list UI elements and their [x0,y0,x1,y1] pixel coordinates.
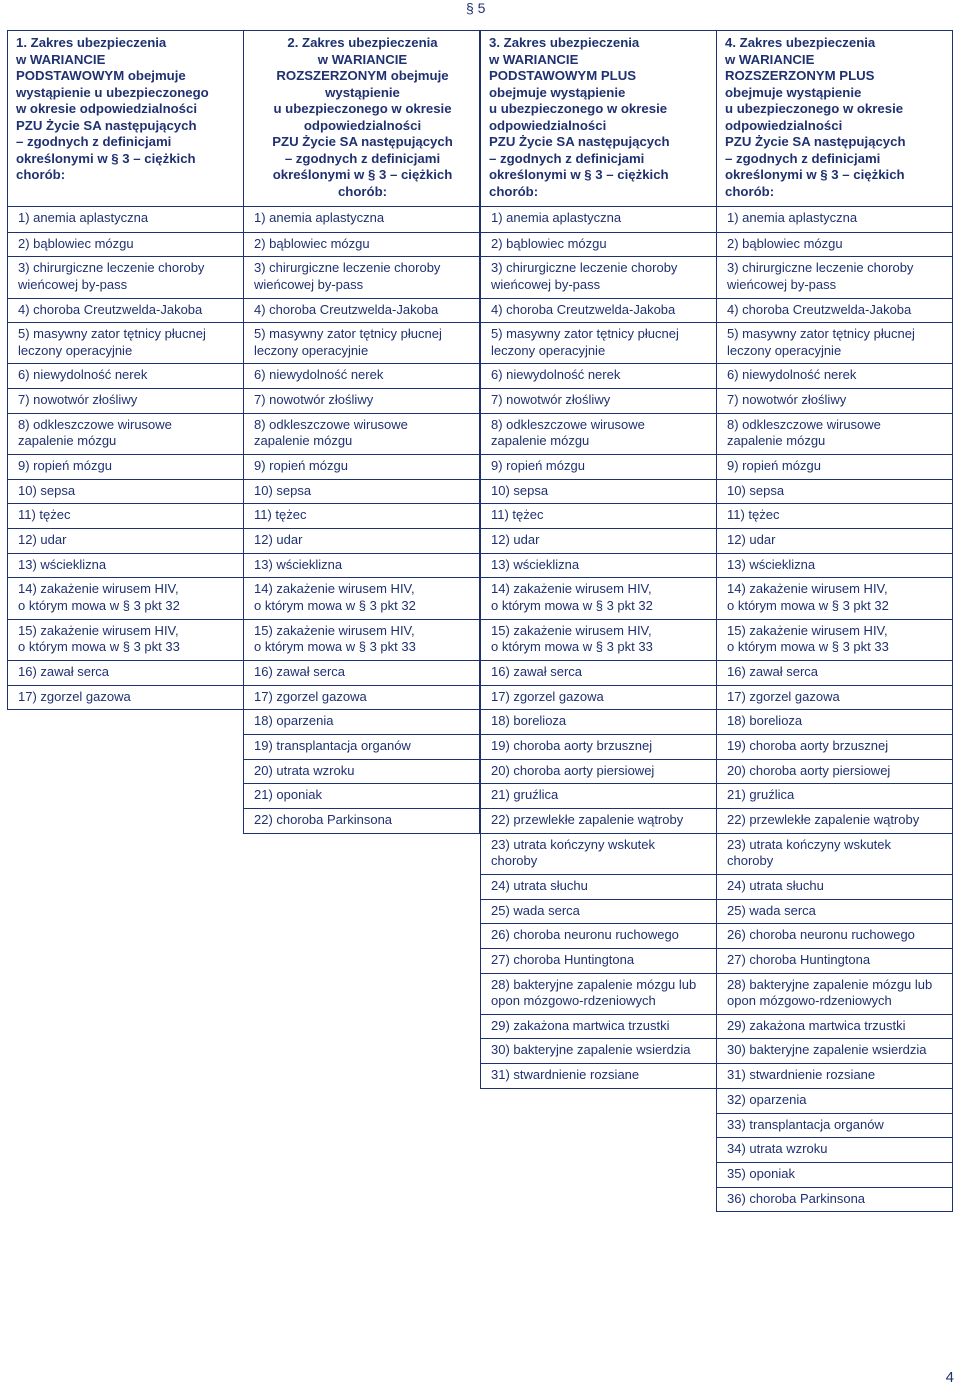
list-item: 15) zakażenie wirusem HIV, o którym mowa w § 3 pkt 33 [717,619,952,660]
list-item: 20) choroba aorty piersiowej [481,759,716,784]
list-item: 36) choroba Parkinsona [717,1187,952,1212]
list-item: 9) ropień mózgu [481,454,716,479]
list-item: 6) niewydolność nerek [8,363,243,388]
list-item: 9) ropień mózgu [717,454,952,479]
list-item: 13) wścieklizna [717,553,952,578]
column-wariant-podstawowy [7,30,244,710]
list-item: 23) utrata kończyny wskutek choroby [717,833,952,874]
column-header: 2. Zakres ubezpieczenia w WARIANCIE ROZSZERZONYM obejmuje wystąpienie u ubezpieczonego w okresie odpowiedzialności PZU Życie SA następujących – zgodnych z definicjami określonymi w § 3 – ciężkich chorób: [244,31,479,207]
list-item: 6) niewydolność nerek [244,363,479,388]
list-item: 16) zawał serca [481,660,716,685]
list-item: 4) choroba Creutzwelda-Jakoba [481,298,716,323]
list-item: 10) sepsa [8,479,243,504]
list-item: 13) wścieklizna [244,553,479,578]
column-header: 3. Zakres ubezpieczenia w WARIANCIE PODSTAWOWYM PLUS obejmuje wystąpienie u ubezpieczonego w okresie odpowiedzialności PZU Życie SA następujących – zgodnych z definicjami określonymi w § 3 – ciężkich chorób: [481,31,716,207]
list-item: 27) choroba Huntingtona [481,948,716,973]
list-item: 2) bąblowiec mózgu [481,232,716,257]
list-item: 7) nowotwór złośliwy [717,388,952,413]
disease-list [8,207,243,709]
list-item: 12) udar [8,528,243,553]
disease-list [481,207,716,1088]
list-item: 11) tężec [244,503,479,528]
list-item: 14) zakażenie wirusem HIV, o którym mowa w § 3 pkt 32 [481,577,716,618]
list-item: 2) bąblowiec mózgu [8,232,243,257]
list-item: 3) chirurgiczne leczenie choroby wieńcowej by-pass [8,256,243,297]
list-item: 11) tężec [717,503,952,528]
list-item: 6) niewydolność nerek [717,363,952,388]
list-item: 27) choroba Huntingtona [717,948,952,973]
list-item: 3) chirurgiczne leczenie choroby wieńcowej by-pass [717,256,952,297]
list-item: 19) choroba aorty brzusznej [481,734,716,759]
list-item: 32) oparzenia [717,1088,952,1113]
list-item: 5) masywny zator tętnicy płucnej leczony operacyjnie [481,322,716,363]
list-item: 5) masywny zator tętnicy płucnej leczony operacyjnie [8,322,243,363]
list-item: 6) niewydolność nerek [481,363,716,388]
list-item: 16) zawał serca [717,660,952,685]
list-item: 22) choroba Parkinsona [244,808,479,833]
list-item: 13) wścieklizna [481,553,716,578]
list-item: 17) zgorzel gazowa [244,685,479,710]
list-item: 16) zawał serca [244,660,479,685]
list-item: 18) borelioza [717,709,952,734]
list-item: 9) ropień mózgu [8,454,243,479]
list-item: 14) zakażenie wirusem HIV, o którym mowa w § 3 pkt 32 [717,577,952,618]
list-item: 9) ropień mózgu [244,454,479,479]
list-item: 14) zakażenie wirusem HIV, o którym mowa w § 3 pkt 32 [244,577,479,618]
list-item: 23) utrata kończyny wskutek choroby [481,833,716,874]
list-item: 1) anemia aplastyczna [491,210,622,225]
list-item: 8) odkleszczowe wirusowe zapalenie mózgu [244,413,479,454]
list-item: 11) tężec [8,503,243,528]
list-item: 29) zakażona martwica trzustki [481,1014,716,1039]
list-item: 4) choroba Creutzwelda-Jakoba [244,298,479,323]
list-item: 29) zakażona martwica trzustki [717,1014,952,1039]
list-item: 15) zakażenie wirusem HIV, o którym mowa w § 3 pkt 33 [244,619,479,660]
list-item: 24) utrata słuchu [481,874,716,899]
list-item: 18) borelioza [481,709,716,734]
list-item: 19) choroba aorty brzusznej [717,734,952,759]
list-item: 22) przewlekłe zapalenie wątroby [717,808,952,833]
column-header: 4. Zakres ubezpieczenia w WARIANCIE ROZSZERZONYM PLUS obejmuje wystąpienie u ubezpieczonego w okresie odpowiedzialności PZU Życie SA następujących – zgodnych z definicjami określonymi w § 3 – ciężkich chorób: [717,31,952,207]
list-item: 15) zakażenie wirusem HIV, o którym mowa w § 3 pkt 33 [8,619,243,660]
list-item: 8) odkleszczowe wirusowe zapalenie mózgu [481,413,716,454]
list-item: 2) bąblowiec mózgu [244,232,479,257]
list-item: 3) chirurgiczne leczenie choroby wieńcowej by-pass [481,256,716,297]
list-item: 1) anemia aplastyczna [727,210,858,225]
list-item: 16) zawał serca [8,660,243,685]
list-item: 18) oparzenia [244,709,479,734]
list-item: 5) masywny zator tętnicy płucnej leczony operacyjnie [244,322,479,363]
list-item: 24) utrata słuchu [717,874,952,899]
list-item: 34) utrata wzroku [717,1137,952,1162]
page-number: 4 [945,1369,954,1386]
list-item: 10) sepsa [244,479,479,504]
disease-list [244,207,479,833]
list-item: 3) chirurgiczne leczenie choroby wieńcowej by-pass [244,256,479,297]
list-item: 1) anemia aplastyczna [18,210,149,225]
list-item: 11) tężec [481,503,716,528]
list-item: 22) przewlekłe zapalenie wątroby [481,808,716,833]
list-item: 12) udar [244,528,479,553]
list-item: 26) choroba neuronu ruchowego [717,923,952,948]
list-item: 2) bąblowiec mózgu [717,232,952,257]
list-item: 35) oponiak [717,1162,952,1187]
list-item: 12) udar [717,528,952,553]
list-item: 4) choroba Creutzwelda-Jakoba [8,298,243,323]
list-item: 17) zgorzel gazowa [717,685,952,710]
list-item: 30) bakteryjne zapalenie wsierdzia [481,1038,716,1063]
list-item: 15) zakażenie wirusem HIV, o którym mowa w § 3 pkt 33 [481,619,716,660]
list-item: 10) sepsa [717,479,952,504]
list-item: 21) gruźlica [717,783,952,808]
list-item: 20) utrata wzroku [244,759,479,784]
list-item: 17) zgorzel gazowa [481,685,716,710]
list-item: 4) choroba Creutzwelda-Jakoba [717,298,952,323]
list-item: 25) wada serca [481,899,716,924]
list-item: 7) nowotwór złośliwy [244,388,479,413]
list-item: 28) bakteryjne zapalenie mózgu lub opon mózgowo-rdzeniowych [481,973,716,1014]
list-item: 19) transplantacja organów [244,734,479,759]
list-item: 12) udar [481,528,716,553]
list-item: 5) masywny zator tętnicy płucnej leczony operacyjnie [717,322,952,363]
list-item: 20) choroba aorty piersiowej [717,759,952,784]
list-item: 17) zgorzel gazowa [8,685,243,710]
list-item: 31) stwardnienie rozsiane [481,1063,716,1088]
list-item: 21) gruźlica [481,783,716,808]
column-wariant-rozszerzony [243,30,480,834]
list-item: 30) bakteryjne zapalenie wsierdzia [717,1038,952,1063]
list-item: 25) wada serca [717,899,952,924]
list-item: 13) wścieklizna [8,553,243,578]
list-item: 14) zakażenie wirusem HIV, o którym mowa w § 3 pkt 32 [8,577,243,618]
list-item: 7) nowotwór złośliwy [481,388,716,413]
list-item: 31) stwardnienie rozsiane [717,1063,952,1088]
list-item: 21) oponiak [244,783,479,808]
list-item: 7) nowotwór złośliwy [8,388,243,413]
list-item: 8) odkleszczowe wirusowe zapalenie mózgu [717,413,952,454]
list-item: 1) anemia aplastyczna [254,210,385,225]
disease-list [717,207,952,1211]
list-item: 28) bakteryjne zapalenie mózgu lub opon mózgowo-rdzeniowych [717,973,952,1014]
column-header: 1. Zakres ubezpieczenia w WARIANCIE PODSTAWOWYM obejmuje wystąpienie u ubezpieczonego w okresie odpowiedzialności PZU Życie SA następujących – zgodnych z definicjami określonymi w § 3 – ciężkich chorób: [8,31,243,207]
list-item: 33) transplantacja organów [717,1113,952,1138]
section-mark: § 5 [466,0,486,16]
column-wariant-rozszerzony-plus [716,30,953,1212]
column-wariant-podstawowy-plus [480,30,717,1089]
list-item: 26) choroba neuronu ruchowego [481,923,716,948]
list-item: 8) odkleszczowe wirusowe zapalenie mózgu [8,413,243,454]
list-item: 10) sepsa [481,479,716,504]
